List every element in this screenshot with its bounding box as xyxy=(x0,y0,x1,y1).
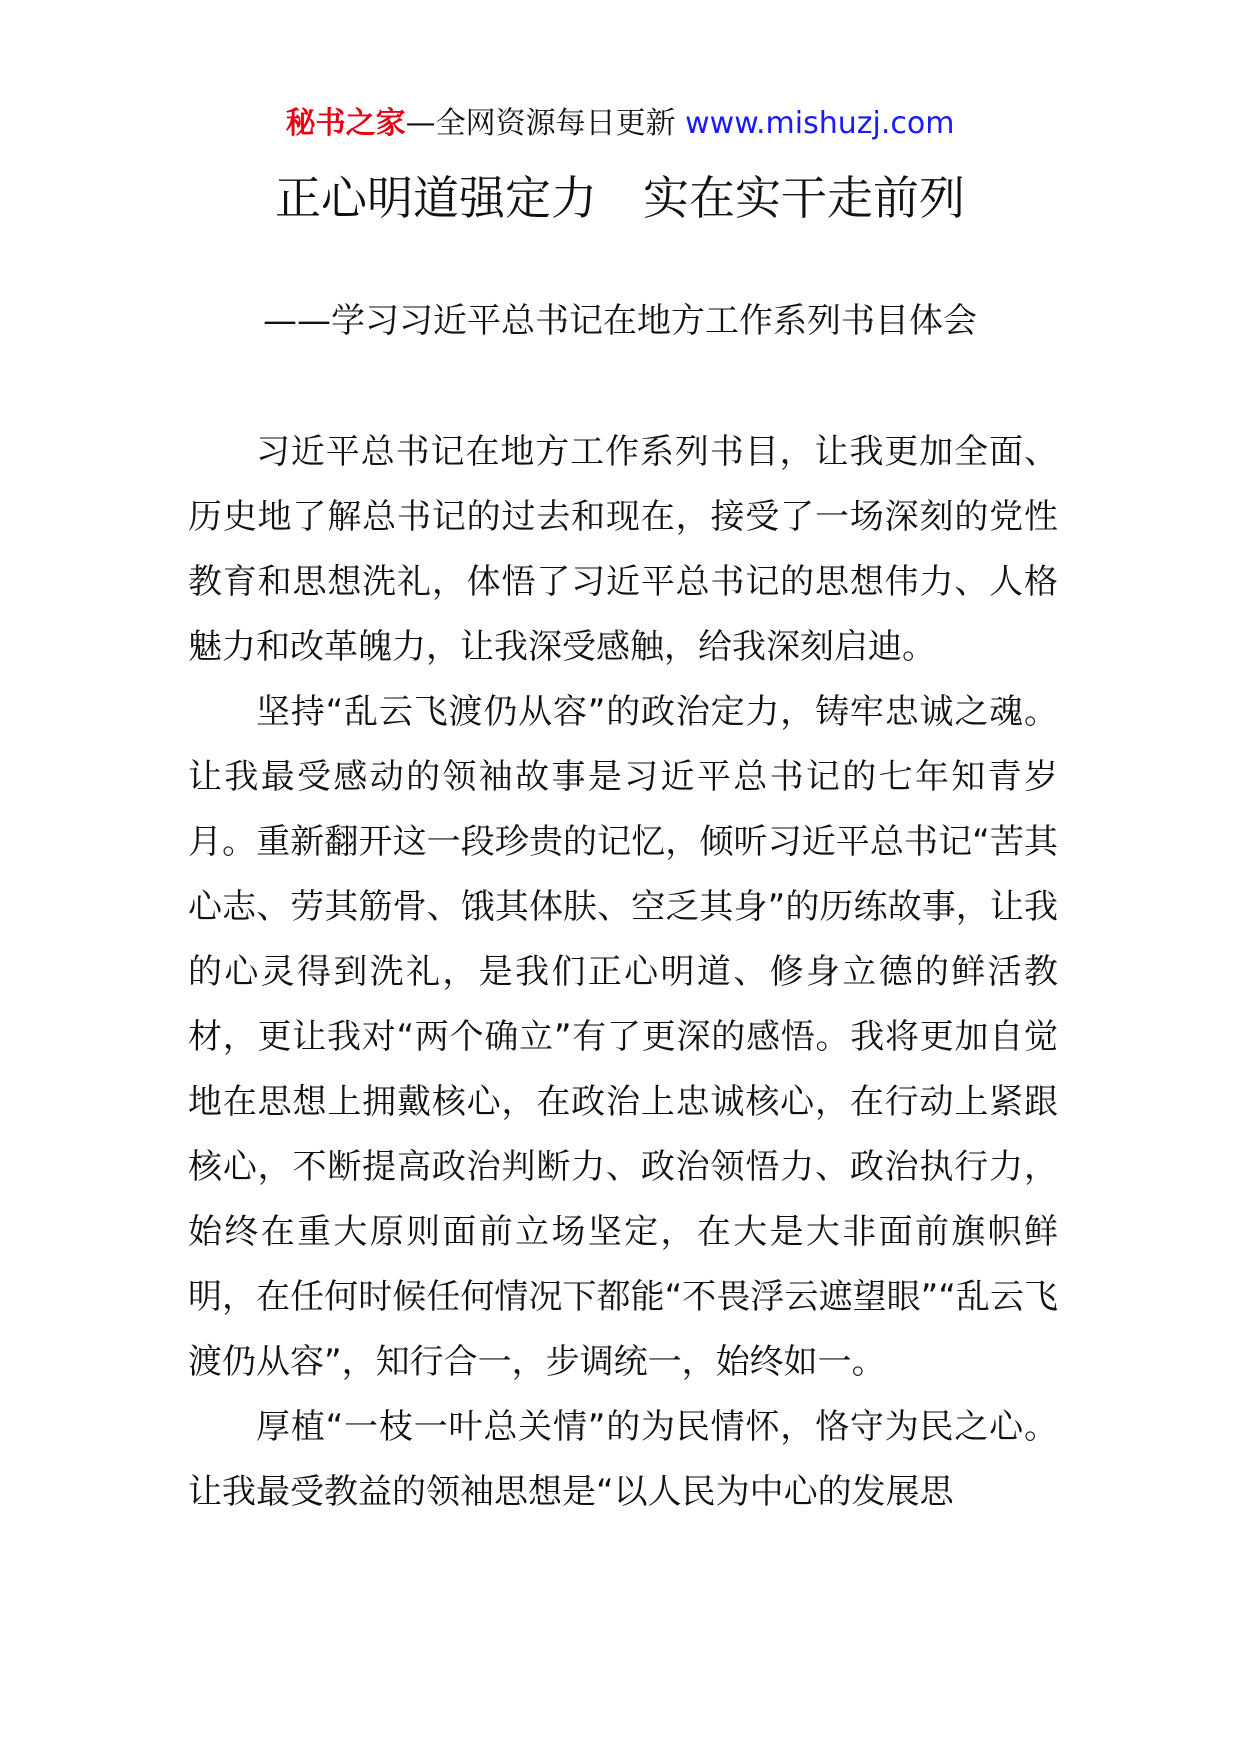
header-tagline: —全网资源每日更新 xyxy=(405,106,686,141)
document-title: 正心明道强定力 实在实干走前列 xyxy=(275,171,965,225)
brand-name: 秘书之家 xyxy=(285,106,406,141)
document-body xyxy=(188,420,1058,1525)
document-subtitle: ——学习习近平总书记在地方工作系列书目体会 xyxy=(263,301,977,341)
paragraph-2: 坚持“乱云飞渡仍从容”的政治定力，铸牢忠诚之魂。让我最受感动的领袖故事是习近平总书记的七年知青岁月。重新翻开这一段珍贵的记忆，倾听习近平总书记“苦其心志、劳其筋骨、饿其体肤、空乏其身”的历练故事，让我的心灵得到洗礼，是我们正心明道、修身立德的鲜活教材，更让我对“两个确立”有了更深的感悟。我将更加自觉地在思想上拥戴核心，在政治上忠诚核心，在行动上紧跟核心，不断提高政治判断力、政治领悟力、政治执行力，始终在重大原则面前立场坚定，在大是大非面前旗帜鲜明，在任何时候任何情况下都能“不畏浮云遮望眼”“乱云飞渡仍从容”，知行合一，步调统一，始终如一。 xyxy=(188,692,1058,1382)
paragraph-3: 厚植“一枝一叶总关情”的为民情怀，恪守为民之心。让我最受教益的领袖思想是“以人民为中心的发展思 xyxy=(188,1407,1058,1512)
watermark-header xyxy=(0,102,1240,146)
site-url-link[interactable]: www.mishuzj.com xyxy=(685,106,955,141)
paragraph-1: 习近平总书记在地方工作系列书目，让我更加全面、历史地了解总书记的过去和现在，接受了一场深刻的党性教育和思想洗礼，体悟了习近平总书记的思想伟力、人格魅力和改革魄力，让我深受感触，给我深刻启迪。 xyxy=(188,432,1058,667)
